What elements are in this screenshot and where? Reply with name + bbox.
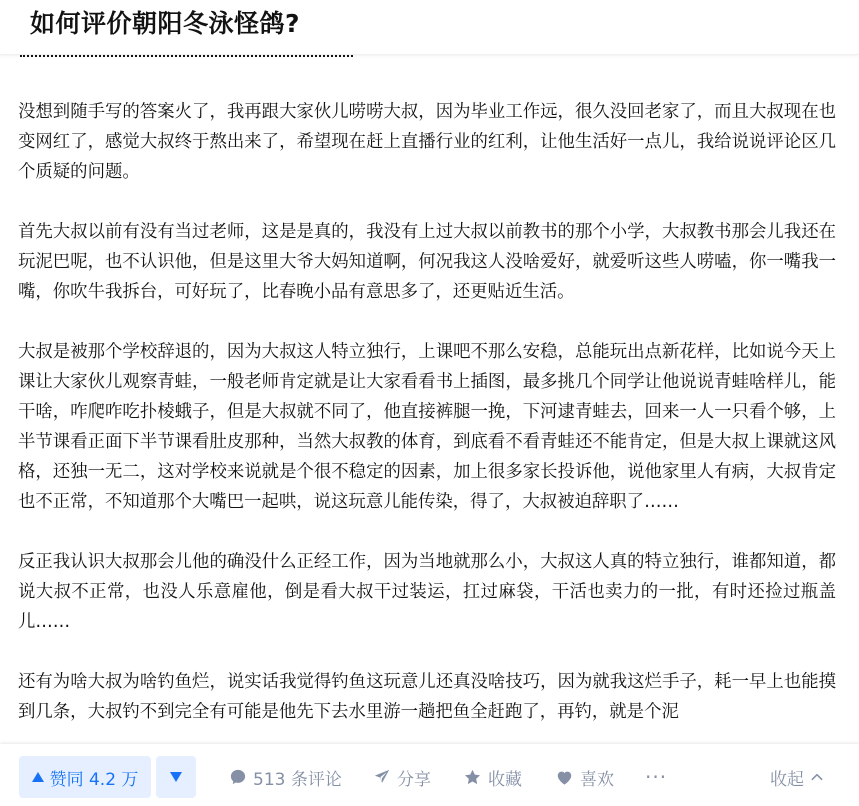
- answer-content: [18, 97, 836, 757]
- downvote-button[interactable]: [156, 756, 196, 798]
- chevron-up-icon: [810, 770, 824, 784]
- upvote-label: 赞同 4.2 万: [49, 769, 139, 790]
- share-button[interactable]: [373, 756, 431, 798]
- comment-button[interactable]: [229, 756, 342, 798]
- paper-plane-icon: [373, 768, 391, 786]
- dotted-divider: [20, 55, 353, 57]
- triangle-up-icon: [32, 772, 44, 782]
- more-button[interactable]: [645, 756, 667, 798]
- sticky-question-header: [0, 0, 859, 55]
- share-label: 分享: [397, 769, 431, 790]
- collapse-label: 收起: [770, 769, 804, 790]
- upvote-button[interactable]: [19, 756, 151, 798]
- answer-paragraph: 首先大叔以前有没有当过老师，这是是真的，我没有上过大叔以前教书的那个小学，大叔教书那会儿我还在玩泥巴呢，也不认识他，但是这里大爷大妈知道啊，何况我这人没啥爱好，就爱听这些人唠嗑，你一嘴我一嘴，你吹牛我拆台，可好玩了，比春晚小品有意思多了，还更贴近生活。: [18, 222, 836, 302]
- favorite-label: 收藏: [488, 769, 522, 790]
- comment-label: 513 条评论: [253, 769, 342, 790]
- like-label: 喜欢: [580, 769, 614, 790]
- answer-paragraph: 反正我认识大叔那会儿他的确没什么正经工作，因为当地就那么小，大叔这人真的特立独行，谁都知道，都说大叔不正常，也没人乐意雇他，倒是看大叔干过装运，扛过麻袋，干活也卖力的一批，有时还捡过瓶盖儿……: [18, 552, 836, 632]
- star-icon: [463, 768, 482, 787]
- like-button[interactable]: [555, 756, 614, 798]
- favorite-button[interactable]: [463, 756, 522, 798]
- question-title[interactable]: 如何评价朝阳冬泳怪鸽?: [30, 9, 301, 38]
- collapse-button[interactable]: [770, 756, 824, 798]
- answer-paragraph: 大叔是被那个学校辞退的，因为大叔这人特立独行，上课吧不那么安稳，总能玩出点新花样，比如说今天上课让大家伙儿观察青蛙，一般老师肯定就是让大家看看书上插图，最多挑几个同学让他说说青蛙啥样儿，能干啥，咋爬咋吃扑棱蛾子，但是大叔就不同了，他直接裤腿一挽，下河逮青蛙去，回来一人一只看个够，上半节课看正面下半节课看肚皮那种，当然大叔教的体育，到底看不看青蛙还不能肯定，但是大叔上课就这风格，还独一无二，这对学校来说就是个很不稳定的因素，加上很多家长投诉他，说他家里人有病，大叔肯定也不正常，不知道那个大嘴巴一起哄，说这玩意儿能传染，得了，大叔被迫辞职了……: [18, 342, 836, 512]
- answer-action-bar: [0, 744, 859, 806]
- triangle-down-icon: [170, 772, 182, 782]
- heart-icon: [555, 768, 574, 787]
- comment-bubble-icon: [229, 768, 247, 786]
- answer-paragraph: 还有为啥大叔为啥钓鱼烂，说实话我觉得钓鱼这玩意儿还真没啥技巧，因为就我这烂手子，耗一早上也能摸到几条，大叔钓不到完全有可能是他先下去水里游一趟把鱼全赶跑了，再钓，就是个泥: [18, 672, 836, 722]
- more-label: ···: [645, 765, 668, 789]
- answer-paragraph: 没想到随手写的答案火了，我再跟大家伙儿唠唠大叔，因为毕业工作远，很久没回老家了，而且大叔现在也变网红了，感觉大叔终于熬出来了，希望现在赶上直播行业的红利，让他生活好一点儿，我给说说评论区几个质疑的问题。: [18, 102, 836, 182]
